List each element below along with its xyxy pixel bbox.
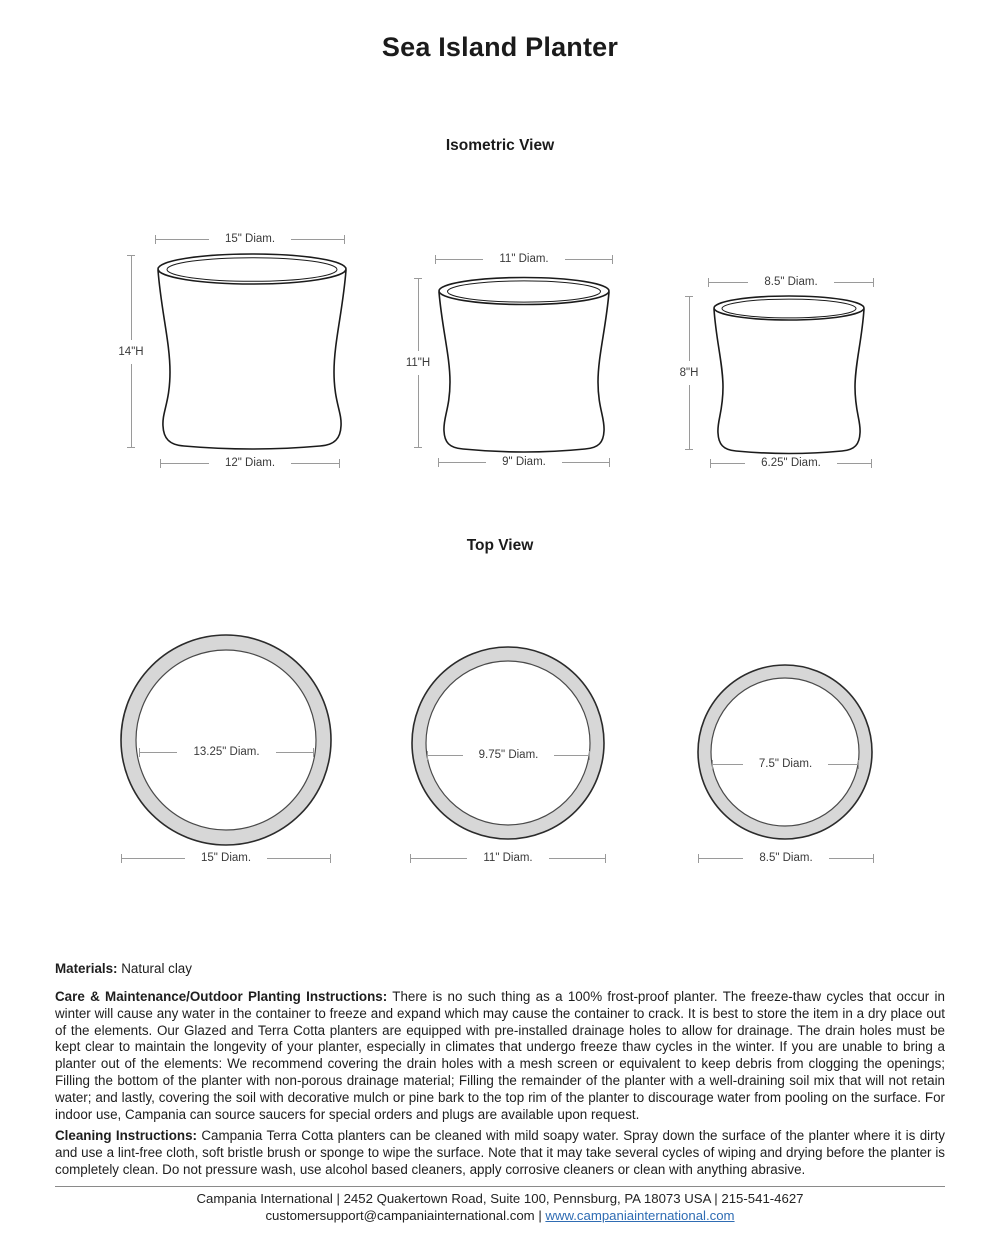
circle1-inner-diameter-dimension	[139, 747, 314, 757]
dimension-tick	[330, 854, 331, 863]
dimension-tick	[685, 449, 693, 450]
cleaning-instructions-paragraph	[55, 1128, 945, 1178]
planter2-bottom-diameter-dimension	[438, 457, 610, 467]
dimension-line	[834, 282, 873, 283]
dimension-tick	[344, 235, 345, 244]
dimension-line	[131, 256, 132, 340]
care-instructions-label: Care & Maintenance/Outdoor Planting Instructions:	[55, 989, 388, 1004]
planter3-top-diameter-dimension	[708, 277, 874, 287]
planter1-bottom-diameter-dimension	[160, 458, 340, 468]
care-instructions-text: There is no such thing as a 100% frost-proof planter. The freeze-thaw cycles that occur in winter will cause any water in the container to freeze and expand which may cause the container to crack. It is best to store the item in a dry place out of the elements. Our Glazed and Terra Cotta planters are equipped with pre-installed drainage holes to allow for drainage. The drain holes must be kept clear to maintain the longevity of your planter, especially in climates that undergo freeze thaw cycles in the winter. If you are unable to bring a planter out of the elements: We recommend covering the drain holes with a mesh screen or equivalent to keep debris from clogging the openings; Filling the bottom of the planter with non-porous drainage material; Filling the remainder of the planter with a well-draining soil mix that will not retain water; and lastly, covering the soil with decorative mulch or pine bark to the top rim of the planter to discourage water from pooling on the surface. For indoor use, Campania can source saucers for special orders and plugs are available upon request.	[55, 989, 945, 1122]
dimension-line	[436, 259, 483, 260]
dimension-line	[689, 385, 690, 449]
circle2-outer-diameter-dimension	[410, 853, 606, 863]
planter2-top-diameter-label: 11" Diam.	[499, 253, 549, 265]
circle2-inner-diameter-label: 9.75" Diam.	[478, 749, 539, 761]
care-instructions-paragraph	[55, 989, 945, 1123]
dimension-tick	[605, 854, 606, 863]
dimension-line	[140, 752, 177, 753]
dimension-line	[689, 297, 690, 361]
top-view-heading: Top View	[466, 537, 534, 554]
dimension-line	[161, 463, 209, 464]
dimension-tick	[313, 748, 314, 757]
planter1-height-label: 14"H	[118, 345, 144, 358]
circle1-inner-diameter-label: 13.25" Diam.	[193, 746, 260, 758]
planter1-bottom-diameter-label: 12" Diam.	[224, 457, 276, 469]
planter2-height-dimension	[396, 278, 440, 448]
planter1-top-diameter-label: 15" Diam.	[224, 233, 276, 245]
circle2-inner-diameter-dimension	[427, 750, 590, 760]
dimension-line	[711, 463, 745, 464]
dimension-tick	[873, 854, 874, 863]
planter2-height-label: 11"H	[405, 357, 431, 369]
materials-line	[55, 961, 945, 978]
dimension-line	[549, 858, 605, 859]
dimension-tick	[612, 255, 613, 264]
dimension-line	[291, 463, 339, 464]
dimension-tick	[871, 459, 872, 468]
planter3-bottom-diameter-label: 6.25" Diam.	[761, 457, 821, 469]
dimension-line	[828, 764, 858, 765]
dimension-tick	[339, 459, 340, 468]
footer-divider	[55, 1186, 945, 1187]
circle3-inner-diameter-dimension	[712, 759, 859, 769]
isometric-view-heading: Isometric View	[445, 137, 555, 154]
dimension-line	[411, 858, 467, 859]
dimension-line	[122, 858, 185, 859]
dimension-line	[699, 858, 743, 859]
dimension-line	[713, 764, 743, 765]
dimension-line	[439, 462, 486, 463]
planter1-top-view-drawing	[119, 633, 333, 847]
dimension-line	[829, 858, 873, 859]
dimension-line	[562, 462, 609, 463]
dimension-line	[565, 259, 612, 260]
footer	[0, 1190, 1000, 1224]
planter3-height-dimension	[667, 296, 711, 450]
planter3-top-diameter-label: 8.5" Diam.	[764, 276, 818, 288]
dimension-tick	[858, 760, 859, 769]
circle2-outer-diameter-label: 11" Diam.	[483, 852, 533, 864]
planter1-isometric-drawing	[152, 250, 352, 455]
dimension-line	[267, 858, 330, 859]
planter2-isometric-drawing	[436, 276, 612, 456]
website-link[interactable]: www.campaniainternational.com	[545, 1208, 735, 1223]
page-title: Sea Island Planter	[381, 32, 619, 62]
dimension-line	[156, 239, 209, 240]
planter2-bottom-diameter-label: 9" Diam.	[502, 456, 546, 468]
dimension-line	[131, 364, 132, 448]
circle3-outer-diameter-label: 8.5" Diam.	[759, 852, 813, 864]
circle3-outer-diameter-dimension	[698, 853, 874, 863]
planter3-bottom-diameter-dimension	[710, 458, 872, 468]
footer-separator: |	[534, 1208, 546, 1223]
planter2-top-view-drawing	[410, 645, 606, 841]
planter2-top-diameter-dimension	[435, 254, 613, 264]
circle1-outer-diameter-dimension	[121, 853, 331, 863]
cleaning-instructions-text: Campania Terra Cotta planters can be cleaned with mild soapy water. Spray down the surface of the planter where it is dirty and use a lint-free cloth, soft bristle brush or sponge to wipe the surface. Note that it may take several cycles of wiping and drying before the planter is completely clean. Do not pressure wash, use alcohol based cleaners, apply corrosive cleaners or clean with anything abrasive.	[55, 1128, 945, 1177]
dimension-tick	[414, 447, 422, 448]
dimension-line	[428, 755, 463, 756]
circle3-inner-diameter-label: 7.5" Diam.	[758, 758, 813, 770]
dimension-line	[418, 279, 419, 351]
dimension-line	[554, 755, 589, 756]
dimension-line	[709, 282, 748, 283]
dimension-line	[276, 752, 313, 753]
footer-contact-line	[0, 1207, 1000, 1224]
circle1-outer-diameter-label: 15" Diam.	[200, 852, 252, 864]
footer-company-line: Campania International | 2452 Quakertown Road, Suite 100, Pennsburg, PA 18073 USA | 215-541-4627	[196, 1191, 804, 1206]
cleaning-instructions-label: Cleaning Instructions:	[55, 1128, 197, 1143]
dimension-tick	[127, 447, 135, 448]
planter1-height-dimension	[109, 255, 153, 448]
dimension-tick	[873, 278, 874, 287]
planter3-height-label: 8"H	[679, 367, 699, 379]
dimension-line	[837, 463, 871, 464]
dimension-line	[418, 375, 419, 447]
planter3-top-view-drawing	[696, 663, 874, 841]
materials-value: Natural clay	[121, 961, 192, 976]
footer-email: customersupport@campaniainternational.com	[265, 1208, 535, 1223]
materials-label: Materials:	[55, 961, 118, 976]
dimension-line	[291, 239, 344, 240]
planter1-top-diameter-dimension	[155, 234, 345, 244]
planter3-isometric-drawing	[711, 294, 867, 456]
dimension-tick	[609, 458, 610, 467]
dimension-tick	[589, 751, 590, 760]
